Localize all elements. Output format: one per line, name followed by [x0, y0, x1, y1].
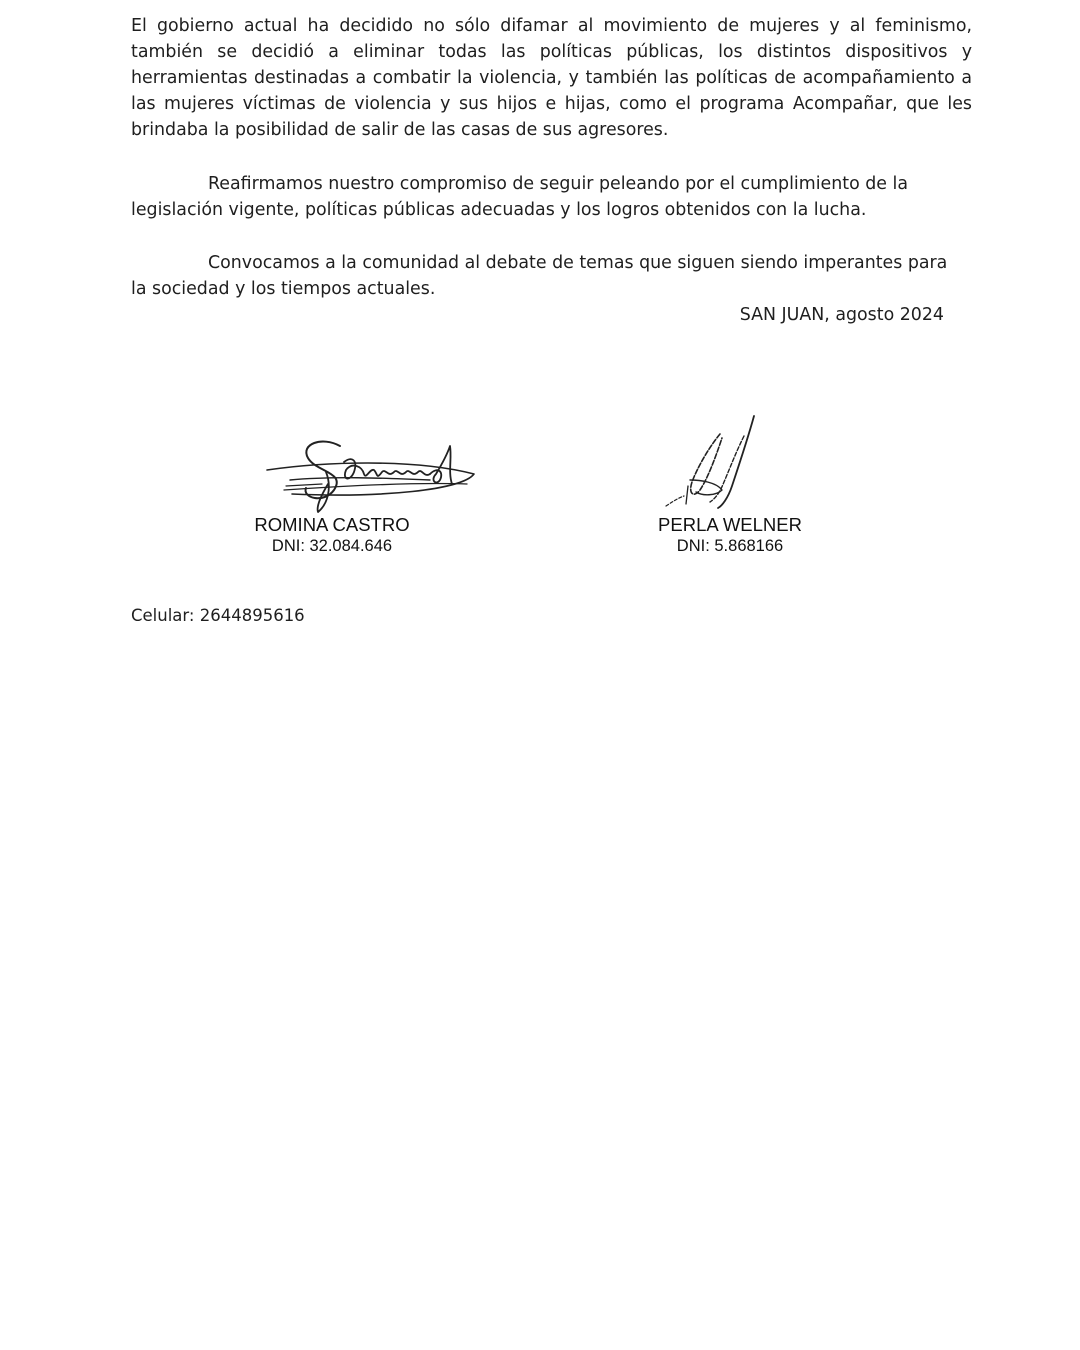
- signature-romina-castro-icon: [262, 432, 482, 518]
- paragraph-2: Reafirmamos nuestro compromiso de seguir peleando por el cumplimiento de la legislación vigente, políticas públicas adecuadas y los logros obtenidos con la lucha.: [131, 174, 908, 220]
- signature-perla-welner-icon: [660, 412, 770, 512]
- signer-name-1: ROMINA CASTRO: [254, 514, 410, 535]
- paragraph-1: El gobierno actual ha decidido no sólo difamar al movimiento de mujeres y al feminismo, también se decidió a eliminar todas las políticas públicas, los distintos dispositivos y herramientas destinadas a combatir la violencia, y también las políticas de acompañamiento a las mujeres víctimas de violencia y sus hijos e hijas, como el programa Acompañar, que les brindaba la posibilidad de salir de las casas de sus agresores.: [131, 16, 972, 140]
- signer-dni-1: DNI: 32.084.646: [271, 537, 393, 555]
- phone-number: Celular: 2644895616: [131, 606, 305, 625]
- signer-name-2: PERLA WELNER: [658, 514, 802, 535]
- place-date: SAN JUAN, agosto 2024: [739, 305, 944, 325]
- paragraph-3: Convocamos a la comunidad al debate de temas que siguen siendo imperantes para la sociedad y los tiempos actuales.: [131, 253, 948, 299]
- signer-dni-2: DNI: 5.868166: [676, 537, 784, 555]
